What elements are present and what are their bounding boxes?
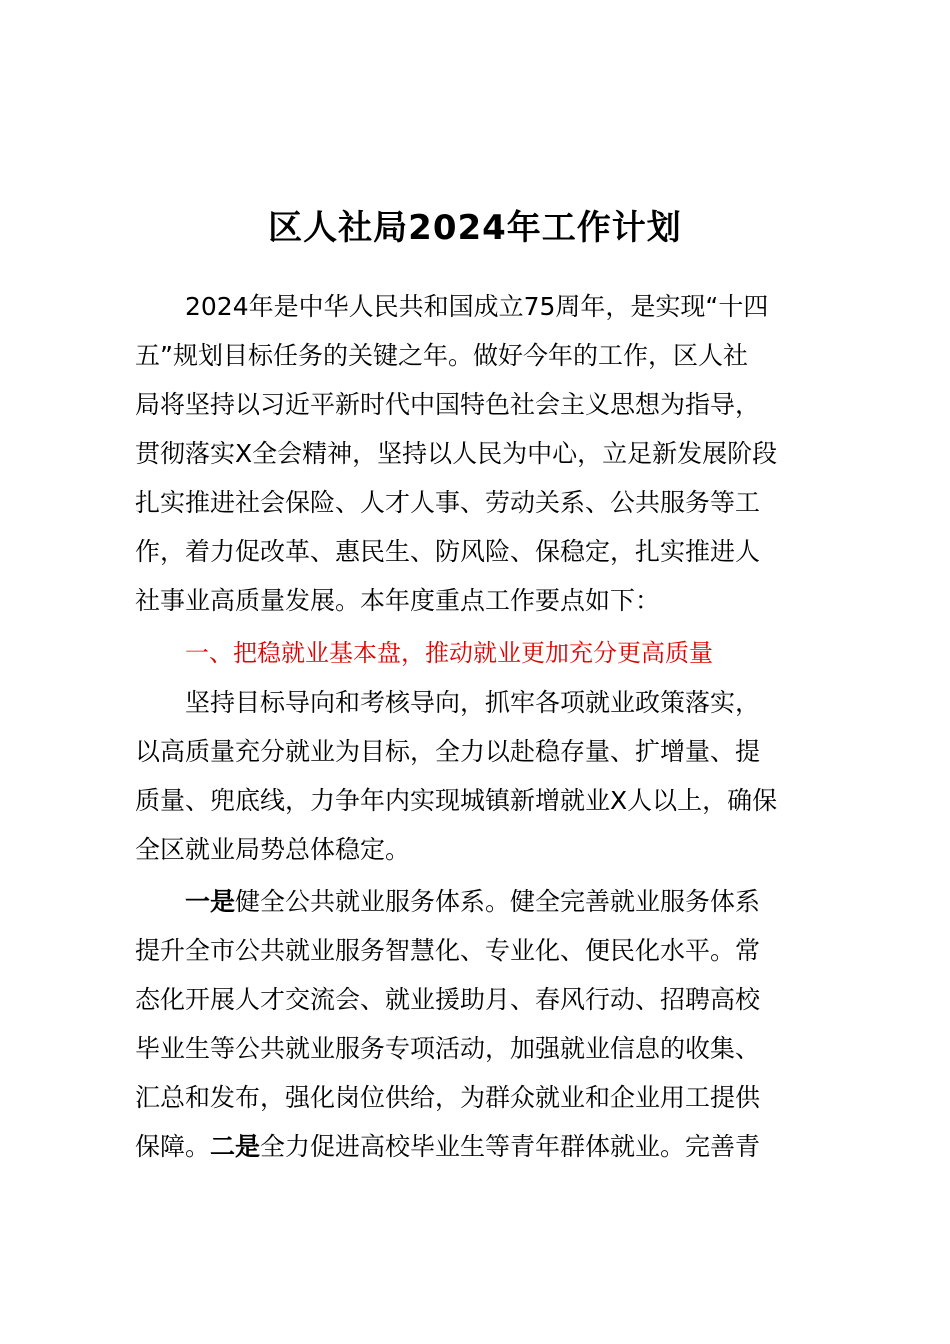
document-title: 区人社局2024年工作计划 xyxy=(268,208,682,248)
intro-line-6: 作，着力促改革、惠民生、防风险、保稳定，扎实推进人 xyxy=(135,537,761,566)
item-1-line-5: 汇总和发布，强化岗位供给，为群众就业和企业用工提供 xyxy=(135,1083,761,1112)
item-2-label: 二是 xyxy=(210,1132,261,1161)
item-1-line-6 xyxy=(135,1130,760,1164)
item-1-line-1 xyxy=(185,885,760,919)
item-1-line-3: 态化开展人才交流会、就业援助月、春风行动、招聘高校 xyxy=(135,985,761,1014)
intro-line-1: 2024年是中华人民共和国成立75周年，是实现“十四 xyxy=(185,292,769,321)
intro-line-7: 社事业高质量发展。本年度重点工作要点如下： xyxy=(135,586,661,615)
intro-line-5: 扎实推进社会保险、人才人事、劳动关系、公共服务等工 xyxy=(135,488,761,517)
section-1-line-1: 坚持目标导向和考核导向，抓牢各项就业政策落实， xyxy=(185,688,761,717)
section-1-heading: 一、把稳就业基本盘，推动就业更加充分更高质量 xyxy=(185,639,713,667)
item-1-line-2: 提升全市公共就业服务智慧化、专业化、便民化水平。常 xyxy=(135,936,761,965)
intro-line-2: 五”规划目标任务的关键之年。做好今年的工作，区人社 xyxy=(135,341,748,370)
section-1-line-4: 全区就业局势总体稳定。 xyxy=(135,835,411,864)
item-1-label: 一是 xyxy=(185,887,236,916)
intro-line-3: 局将坚持以习近平新时代中国特色社会主义思想为指导， xyxy=(135,390,761,419)
item-1-text: 健全公共就业服务体系。健全完善就业服务体系 xyxy=(235,887,761,916)
item-1-tail: 保障。 xyxy=(135,1132,211,1161)
item-1-line-4: 毕业生等公共就业服务专项活动，加强就业信息的收集、 xyxy=(135,1034,761,1063)
section-1-line-3: 质量、兜底线，力争年内实现城镇新增就业X人以上，确保 xyxy=(135,786,778,815)
section-1-line-2: 以高质量充分就业为目标，全力以赴稳存量、扩增量、提 xyxy=(135,737,761,766)
intro-line-4: 贯彻落实X全会精神，坚持以人民为中心，立足新发展阶段 xyxy=(135,439,778,468)
item-2-text: 全力促进高校毕业生等青年群体就业。完善青 xyxy=(260,1132,761,1161)
